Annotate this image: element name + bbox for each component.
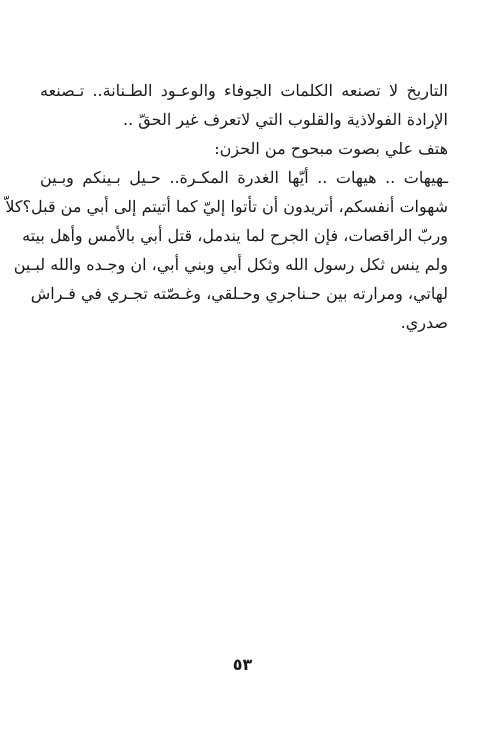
text-line: التاريخ لا تصنعه الكلمات الجوفاء والوعـود الطـنانة.. تـصنعه (40, 81, 448, 100)
text-line: شهوات أنفسكم، أتريدون أن تأتوا إليّ كما أتيتم إلى أبي من قبل؟كلاّ (5, 197, 448, 216)
paragraph-3 (5, 163, 448, 337)
text-line: هتف علي بصوت مبحوح من الحزن: (214, 139, 448, 158)
text-line: لهاتي، ومرارته بين حـناجري وحـلقي، وغـصّته تجـري في فـراش (30, 284, 448, 303)
paragraph-1 (40, 76, 448, 134)
text-line: ولم ينس ثكل رسول الله وثكل أبي وبني أبي، ان وجـده والله لبـين (13, 255, 448, 274)
text-line: صدري. (400, 313, 448, 332)
paragraph-2 (40, 134, 448, 163)
body-text (5, 76, 448, 337)
text-line: وربّ الراقصات، فإن الجرح لما يندمل، قتل أبي بالأمس وأهل بيته (22, 226, 448, 245)
text-line: ـهيهات .. هيهات .. أيّها الغدرة المكـرة.. حـيل بـينكم وبـين (40, 168, 448, 187)
page-number: ٥٣ (232, 655, 253, 674)
text-line: الإرادة الفولاذية والقلوب التي لاتعرف غير الحقّ .. (123, 110, 448, 129)
